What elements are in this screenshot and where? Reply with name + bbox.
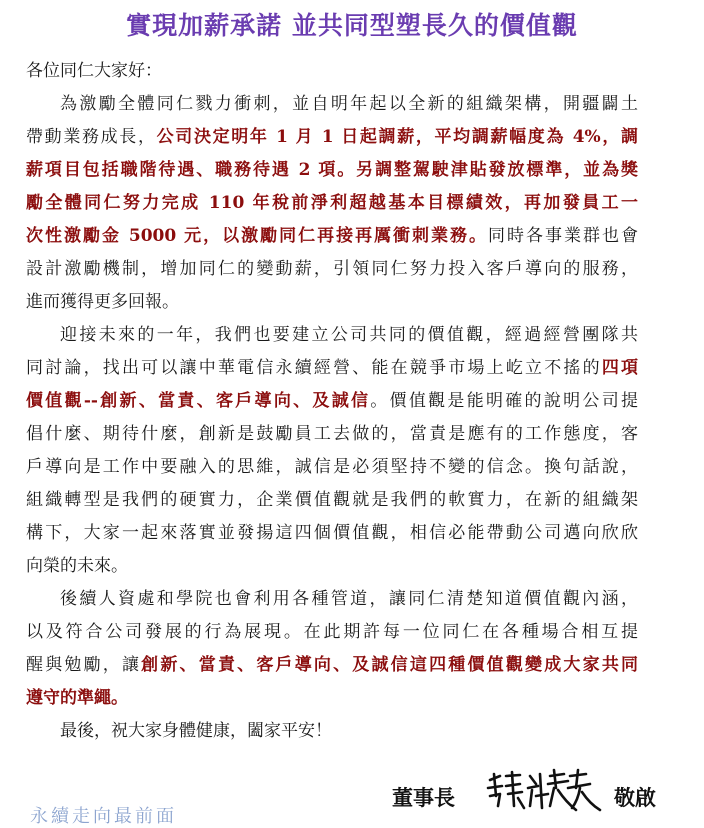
highlighted-text: 勵全體同仁努力完成 110 年稅前淨利超越基本目標績效，再加發員工一 bbox=[26, 193, 638, 213]
paragraph-line bbox=[26, 121, 638, 154]
paragraph-line bbox=[26, 583, 638, 616]
body-text: 同時各事業群也會 bbox=[488, 226, 638, 246]
closing-signature-block bbox=[392, 774, 692, 814]
highlighted-text: 遵守的準繩。 bbox=[26, 688, 128, 708]
paragraph-line bbox=[26, 682, 638, 715]
handwritten-signature bbox=[484, 766, 604, 816]
paragraph-line bbox=[26, 418, 638, 451]
paragraph-line bbox=[26, 88, 638, 121]
body-text: 構下，大家一起來落實並發揚這四個價值觀，相信必能帶動公司邁向欣欣 bbox=[26, 523, 638, 543]
letter-title: 實現加薪承諾 並共同型塑長久的價值觀 bbox=[126, 11, 578, 40]
paragraph-line bbox=[26, 616, 638, 649]
paragraphs bbox=[26, 88, 638, 748]
body-text: 最後，祝大家身體健康，闔家平安！ bbox=[60, 721, 332, 741]
paragraph-line bbox=[26, 385, 638, 418]
paragraph-line bbox=[26, 286, 638, 319]
body-text: 為激勵全體同仁戮力衝刺，並自明年起以全新的組織架構，開疆闢土 bbox=[60, 94, 638, 114]
paragraph bbox=[26, 715, 638, 748]
paragraph bbox=[26, 88, 638, 319]
paragraph bbox=[26, 319, 638, 583]
paragraph-line bbox=[26, 352, 638, 385]
highlighted-text: 四項 bbox=[601, 358, 639, 378]
paragraph-line bbox=[26, 649, 638, 682]
signer-title: 董事長 bbox=[392, 786, 455, 810]
body-text: 帶動業務成長， bbox=[26, 127, 157, 147]
highlighted-text: 創新、當責、客戶導向、及誠信這四種價值觀變成大家共同 bbox=[141, 655, 639, 675]
paragraph-line bbox=[26, 319, 638, 352]
highlighted-text: 公司決定明年 1 月 1 日起調薪，平均調薪幅度為 4%，調 bbox=[156, 127, 639, 147]
paragraph-line bbox=[26, 253, 638, 286]
body-text: 倡什麼、期待什麼，創新是鼓勵員工去做的，當責是應有的工作態度，客 bbox=[26, 424, 638, 444]
paragraph bbox=[26, 583, 638, 715]
body-text: 後續人資處和學院也會利用各種管道，讓同仁清楚知道價值觀內涵， bbox=[60, 589, 638, 609]
paragraph-line bbox=[26, 484, 638, 517]
body-text: 設計激勵機制，增加同仁的變動薪，引領同仁努力投入客戶導向的服務， bbox=[26, 259, 638, 279]
body-text: 進而獲得更多回報。 bbox=[26, 292, 179, 312]
greeting: 各位同仁大家好： bbox=[26, 61, 162, 81]
body-text: 向榮的未來。 bbox=[26, 556, 128, 576]
body-text: 組織轉型是我們的硬實力，企業價值觀就是我們的軟實力，在新的組織架 bbox=[26, 490, 638, 510]
body-text: 醒與勉勵，讓 bbox=[26, 655, 142, 675]
paragraph-line bbox=[26, 220, 638, 253]
footer-slogan-fragment: 永續走向最前面 bbox=[30, 806, 177, 827]
paragraph-line bbox=[26, 517, 638, 550]
letter-body bbox=[26, 55, 638, 748]
body-text: 以及符合公司發展的行為展現。在此期許每一位同仁在各種場合相互提 bbox=[26, 622, 638, 642]
paragraph-line bbox=[26, 550, 638, 583]
body-text: 同討論，找出可以讓中華電信永續經營、能在競爭市場上屹立不搖的 bbox=[26, 358, 602, 378]
paragraph-line bbox=[26, 187, 638, 220]
body-text: 。價值觀是能明確的說明公司提 bbox=[370, 391, 638, 411]
body-text: 戶導向是工作中要融入的思維，誠信是必須堅持不變的信念。換句話說， bbox=[26, 457, 638, 477]
paragraph-line bbox=[26, 715, 638, 748]
body-text: 迎接未來的一年，我們也要建立公司共同的價值觀，經過經營團隊共 bbox=[60, 325, 638, 345]
paragraph-line bbox=[26, 451, 638, 484]
highlighted-text: 價值觀--創新、當責、客戶導向、及誠信 bbox=[26, 391, 371, 411]
paragraph-line bbox=[26, 154, 638, 187]
highlighted-text: 次性激勵金 5000 元，以激勵同仁再接再厲衝刺業務。 bbox=[26, 226, 489, 246]
closing-phrase: 敬啟 bbox=[614, 786, 656, 810]
highlighted-text: 薪項目包括職階待遇、職務待遇 2 項。另調整駕駛津貼發放標準，並為獎 bbox=[26, 160, 638, 180]
